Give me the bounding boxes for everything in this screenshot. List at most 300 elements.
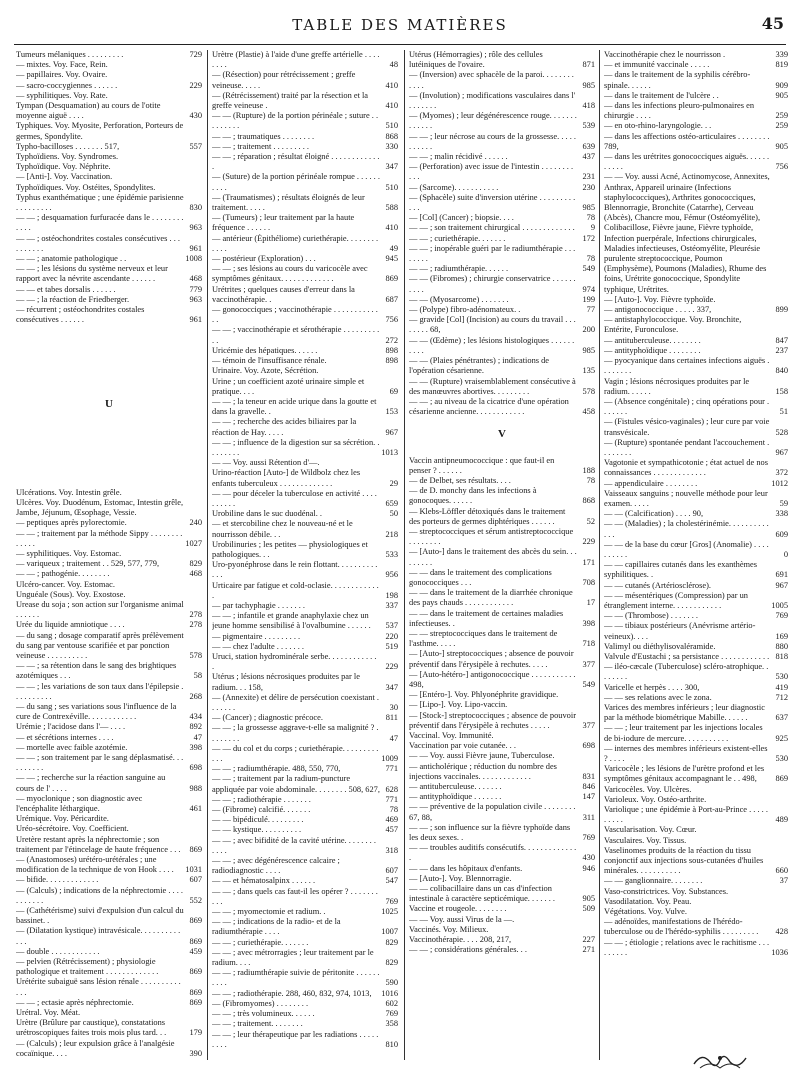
index-entry: [16, 855, 202, 875]
entry-text: Vasodilatation. Voy. Peau.: [604, 896, 692, 906]
index-entry: [409, 823, 595, 843]
entry-text: Ulcères. Voy. Duodénum, Estomac, Intestin grêle, Jambe, Jéjunum, Œsophage, Vessie.: [16, 497, 184, 518]
entry-text: Urine ; un coefficient azoté urinaire simple et pratique. . . .: [212, 376, 365, 396]
entry-text: — [Stock-] streptococciques ; absence de pouvoir préventif dans l'érysipèle à rechutes . . . . .: [409, 710, 576, 730]
entry-text: Urètre (Brûlure par caustique), constatations urétroscopiques faites trois mois plus tard. . .: [16, 1018, 167, 1038]
entry-text: — [Anti-]. Voy. Vaccination.: [16, 172, 113, 182]
entry-text: — — ; sa rétention dans le sang des brightiques azotémiques . . .: [16, 661, 177, 681]
entry-text: — pyocyanique dans certaines infections aiguës . . . . . . . .: [604, 356, 770, 376]
section-gap: [16, 325, 202, 397]
index-entry: [212, 213, 398, 233]
entry-text: — (Sarcome). . . . . . . . . . .: [409, 182, 499, 192]
index-entry: [212, 876, 398, 886]
entry-text: — iléo-cæcale (Tuberculose) scléro-atrophique. . . . . . . .: [604, 662, 769, 682]
index-entry: [16, 234, 202, 254]
index-entry: [212, 193, 398, 213]
entry-text: Typhoïdique. Voy. Néphrite.: [16, 162, 111, 172]
index-entry: [16, 70, 202, 80]
entry-text: — — ; avec dégénérescence calcaire ; radiodiagnostic . . . .: [212, 856, 340, 876]
entry-page-number: 899: [775, 305, 788, 315]
entry-text: — adénoïdes, manifestations de l'hérédo-tuberculose ou de l'hérédo-syphilis . . . . . . . . .: [604, 917, 759, 937]
index-entry: [409, 183, 595, 193]
index-entry: [604, 50, 788, 60]
index-entry: [212, 642, 398, 652]
index-entry: [212, 1009, 398, 1019]
entry-page-number: 988: [189, 783, 202, 793]
index-entry: [409, 356, 595, 376]
index-entry: [212, 632, 398, 642]
index-entry: [409, 568, 595, 588]
entry-page-number: 847: [775, 335, 788, 345]
section-gap: [16, 416, 202, 488]
entry-text: — (Cancer) ; diagnostic précoce.: [212, 713, 323, 723]
entry-page-number: 967: [385, 427, 398, 437]
entry-page-number: 1013: [381, 447, 398, 457]
entry-text: — — et hématosalpinx . . . . . .: [212, 876, 316, 886]
entry-text: — peptiques après pylorectomie.: [16, 518, 127, 528]
entry-page-number: 337: [385, 600, 398, 610]
index-entry: [16, 518, 202, 528]
index-entry: [212, 581, 398, 601]
entry-text: — antituberculeuse. . . . . . . .: [604, 335, 701, 345]
index-entry: [16, 264, 202, 284]
index-entry: [16, 957, 202, 977]
entry-page-number: 51: [779, 407, 788, 417]
entry-text: — — chez l'adulte . . . . . . .: [212, 641, 304, 651]
index-entry: [604, 683, 788, 693]
index-entry: [604, 581, 788, 591]
entry-page-number: 410: [385, 223, 398, 233]
entry-text: Vaso-constrictrices. Voy. Substances.: [604, 886, 729, 896]
index-entry: [212, 540, 398, 560]
entry-text: — — ; son traitement par le sang déplasmatisé. . . . . . . . . .: [16, 752, 184, 773]
entry-text: — mixtes. Voy. Face, Rein.: [16, 60, 108, 70]
index-entry: [604, 305, 788, 315]
entry-page-number: 967: [775, 447, 788, 457]
entry-text: — — et tabes dorsalis . . . . . .: [16, 284, 116, 294]
entry-text: — — ; radiothérapie . . . . . . .: [212, 794, 311, 804]
index-entry: [604, 621, 788, 641]
entry-page-number: 956: [385, 570, 398, 580]
index-entry: [212, 917, 398, 937]
index-entry: [409, 690, 595, 700]
entry-text: — — dans les hôpitaux d'enfants.: [409, 863, 523, 873]
entry-page-number: 961: [189, 243, 202, 253]
entry-page-number: 434: [189, 712, 202, 722]
index-entry: [16, 886, 202, 906]
entry-text: — internes des membres inférieurs existent-elles ? . . . .: [604, 743, 768, 764]
index-entry: [212, 438, 398, 458]
index-entry: [409, 315, 595, 335]
index-entry: [16, 814, 202, 824]
index-entry: [212, 254, 398, 264]
index-entry: [212, 70, 398, 90]
index-entry: [16, 906, 202, 926]
entry-page-number: 78: [389, 805, 398, 815]
entry-text: — myoclonique ; son diagnostic avec l'encéphalite léthargique.: [16, 793, 143, 813]
index-entry: [409, 397, 595, 417]
entry-page-number: 240: [189, 518, 202, 528]
entry-page-number: 769: [385, 1009, 398, 1019]
index-entry: [212, 968, 398, 988]
entry-page-number: 78: [586, 475, 595, 485]
index-entry: [16, 1039, 202, 1059]
index-entry: [409, 234, 595, 244]
index-column-4: [604, 50, 788, 958]
index-entry: [16, 498, 202, 518]
entry-text: — de Delbet, ses résultats. . . .: [409, 475, 511, 485]
entry-page-number: 158: [775, 386, 788, 396]
entry-page-number: 278: [189, 610, 202, 620]
entry-page-number: 819: [775, 60, 788, 70]
entry-text: — variqueux ; traitement . . 529, 577, 779,: [16, 559, 160, 569]
index-entry: [212, 672, 398, 692]
index-entry: [409, 935, 595, 945]
entry-text: — — ; traumatiques . . . . . . . .: [212, 131, 315, 141]
index-entry: [16, 926, 202, 946]
entry-page-number: 602: [385, 998, 398, 1008]
entry-page-number: 188: [582, 465, 595, 475]
entry-text: — — tibiaux postérieurs (Anévrisme artério-veineux). . . .: [604, 621, 756, 641]
index-entry: [604, 101, 788, 121]
index-entry: [604, 540, 788, 560]
entry-text: Vascularisation. Voy. Cœur.: [604, 825, 697, 835]
index-entry: [16, 835, 202, 855]
entry-page-number: 868: [582, 496, 595, 506]
entry-text: Vaccine et rougeole. . . . . . . .: [409, 904, 507, 914]
entry-text: Vaccinés. Voy. Milieux.: [409, 924, 489, 934]
entry-text: — — Voy. aussi Virus de la —.: [409, 914, 515, 924]
index-entry: [409, 945, 595, 955]
index-entry: [604, 315, 788, 335]
entry-text: — Klebs-Löffler détoxiqués dans le traitement des porteurs de germes diphtériques . . . . . .: [409, 506, 566, 526]
entry-text: — — ; infantile et grande anaphylaxie chez un jeune homme sensibilisé à l'ovalbumine . . . . . .: [212, 611, 371, 631]
index-entry: [212, 152, 398, 172]
entry-page-number: 179: [189, 1028, 202, 1038]
entry-text: Varicelle et herpès . . . . 300,: [604, 682, 700, 692]
entry-page-number: 963: [189, 294, 202, 304]
index-entry: [409, 111, 595, 131]
entry-text: Uréo-sécrétoire. Voy. Coefficient.: [16, 824, 129, 834]
index-entry: [16, 183, 202, 193]
entry-text: — — du col et du corps ; curiethérapie. . . . . . . . . . . .: [212, 743, 379, 764]
entry-page-number: 229: [385, 662, 398, 672]
index-entry: [16, 488, 202, 498]
index-entry: [604, 693, 788, 703]
entry-page-number: 59: [779, 498, 788, 508]
entry-text: — mortelle avec faible azotémie.: [16, 742, 128, 752]
index-entry: [16, 172, 202, 182]
index-entry: [16, 682, 202, 702]
entry-page-number: 458: [582, 407, 595, 417]
entry-text: — — (Thrombose) . . . . . . .: [604, 611, 698, 621]
section-gap: [409, 417, 595, 427]
entry-text: — — ; traitement par la radium-puncture appliquée par voie abdominale. . . . . . . . 508, 627,: [212, 774, 380, 794]
entry-text: — (Annexite) et délire de persécution coexistant . . . . . . .: [212, 692, 379, 712]
index-entry: [604, 336, 788, 346]
entry-text: — — dans le traitement de la diarrhée chronique des pays chauds . . . . . . . . . . . .: [409, 588, 573, 608]
index-entry: [16, 549, 202, 559]
entry-page-number: 831: [582, 771, 595, 781]
entry-text: Urinaire. Voy. Azote, Sécrétion.: [212, 366, 319, 376]
entry-page-number: 967: [775, 580, 788, 590]
entry-text: Uruci, station hydrominérale serbe. . . . . . . . . . . . .: [212, 651, 377, 672]
entry-page-number: 539: [582, 121, 595, 131]
entry-page-number: 868: [385, 131, 398, 141]
entry-text: — — ; recherche des acides biliaires par la réaction de Hay. . . . .: [212, 417, 357, 437]
index-entry: [16, 559, 202, 569]
entry-text: Vaccinal. Voy. Immunité.: [409, 731, 494, 740]
entry-page-number: 1008: [185, 254, 202, 264]
entry-text: — — ; la teneur en acide urique dans la goutte et dans la gravelle. .: [212, 396, 377, 417]
entry-page-number: 771: [385, 794, 398, 804]
entry-page-number: 229: [582, 537, 595, 547]
entry-page-number: 925: [775, 733, 788, 743]
entry-page-number: 0: [783, 549, 788, 559]
entry-text: Urino-réaction [Auto-] de Wildbolz chez les enfants tuberculeux . . . . . . . . . . . . .: [212, 468, 361, 488]
entry-page-number: 1036: [771, 947, 788, 957]
index-entry: [212, 468, 398, 488]
index-entry: [212, 458, 398, 468]
index-entry: [604, 764, 788, 784]
index-entry: [604, 479, 788, 489]
entry-page-number: 398: [189, 742, 202, 752]
entry-text: — — Voy. aussi Rétention d'—.: [212, 458, 320, 468]
entry-page-number: 829: [385, 958, 398, 968]
index-entry: [16, 305, 202, 325]
entry-page-number: 659: [385, 498, 398, 508]
index-entry: [604, 132, 788, 152]
index-entry: [409, 874, 595, 884]
index-entry: [409, 132, 595, 152]
entry-page-number: 547: [385, 876, 398, 886]
entry-text: — papillaires. Voy. Ovaire.: [16, 70, 108, 80]
index-entry: [604, 560, 788, 580]
index-entry: [212, 805, 398, 815]
entry-page-number: 985: [582, 345, 595, 355]
entry-page-number: 698: [189, 763, 202, 773]
entry-text: — (Anastomoses) urétéro-urétérales ; une modification de la technique de von Hook . . . .: [16, 855, 174, 875]
index-entry: [16, 977, 202, 997]
entry-page-number: 172: [582, 233, 595, 243]
index-entry: [604, 377, 788, 397]
entry-text: — — ; les variations de son taux dans l'épilepsie . . . . . . . . . .: [16, 681, 184, 701]
entry-text: Valvule d'Eustachi ; sa persistance . . . . . . . . . . . .: [604, 651, 770, 661]
index-entry: [212, 132, 398, 142]
entry-page-number: 769: [385, 896, 398, 906]
entry-text: — — ; très volumineux. . . . . .: [212, 1009, 315, 1019]
entry-page-number: 945: [385, 254, 398, 264]
entry-page-number: 691: [775, 570, 788, 580]
entry-text: — syphilitiques. Voy. Estomac.: [16, 548, 122, 558]
entry-page-number: 231: [582, 172, 595, 182]
entry-page-number: 510: [385, 121, 398, 131]
entry-text: — — ; vaccinothérapie et sérothérapie . . . . . . . . . . .: [212, 325, 380, 345]
index-entry: [409, 700, 595, 710]
index-entry: [409, 336, 595, 356]
entry-page-number: 537: [385, 621, 398, 631]
entry-page-number: 607: [189, 875, 202, 885]
entry-page-number: 578: [582, 386, 595, 396]
index-entry: [409, 864, 595, 874]
index-entry: [409, 162, 595, 182]
index-entry: [212, 397, 398, 417]
entry-text: — — ses relations avec le zona.: [604, 692, 712, 702]
index-entry: [212, 519, 398, 539]
index-entry: [604, 846, 788, 877]
entry-text: Varioleux. Voy. Ostéo-arthrite.: [604, 794, 707, 804]
entry-text: — — ; traitement par la méthode Sippy . . . . . . . . . . . . .: [16, 528, 183, 548]
entry-page-number: 430: [189, 111, 202, 121]
entry-page-number: 756: [775, 162, 788, 172]
index-entry: [16, 1008, 202, 1018]
index-entry: [604, 60, 788, 70]
entry-page-number: 898: [385, 345, 398, 355]
entry-text: — — ; leur traitement par les injections locales de bi-iodure de mercure. . . . . . . . . . .: [604, 723, 763, 743]
entry-text: — dans les urétrites gonococciques aiguës. . . . . . . . . . .: [604, 152, 770, 172]
entry-text: Urémie ; l'acidose dans l'— . . . .: [16, 722, 126, 732]
entry-text: — appendiculaire . . . . . . . .: [604, 478, 698, 488]
index-entry: [409, 741, 595, 751]
index-entry: [409, 377, 595, 397]
entry-page-number: 528: [775, 427, 788, 437]
entry-page-number: 430: [582, 853, 595, 863]
entry-page-number: 318: [385, 845, 398, 855]
entry-page-number: 135: [582, 366, 595, 376]
section-letter: U: [105, 398, 113, 411]
entry-text: Urease du soja ; son action sur l'organisme animal . . . . . .: [16, 599, 184, 620]
entry-text: — bifide. . . . . . . . . . . . .: [16, 875, 99, 885]
entry-page-number: 347: [385, 682, 398, 692]
index-entry: [16, 285, 202, 295]
entry-text: — (Perforation) avec issue de l'intestin . . . . . . . . . . .: [409, 162, 574, 182]
index-entry: [409, 649, 595, 669]
index-entry: [604, 346, 788, 356]
entry-text: Varices des membres inférieurs ; leur diagnostic par la méthode biométrique Mabille. . . . . .: [604, 703, 765, 723]
index-entry: [212, 50, 398, 70]
entry-page-number: 552: [189, 895, 202, 905]
index-entry: [212, 713, 398, 723]
entry-page-number: 880: [775, 641, 788, 651]
entry-page-number: 588: [385, 203, 398, 213]
entry-text: Ulcéro-cancer. Voy. Estomac.: [16, 579, 115, 589]
index-entry: [212, 856, 398, 876]
index-entry: [409, 670, 595, 690]
section-gap: [409, 446, 595, 456]
index-entry: [212, 907, 398, 917]
index-entry: [16, 213, 202, 233]
entry-page-number: 590: [385, 978, 398, 988]
entry-page-number: 769: [775, 611, 788, 621]
entry-text: — (Rétrécissement) traité par la résection et la greffe veineuse .: [212, 90, 369, 111]
entry-text: — — préventive de la population civile . . . . . . . . 67, 88,: [409, 802, 576, 822]
entry-page-number: 530: [775, 754, 788, 764]
index-entry: [409, 782, 595, 792]
entry-page-number: 530: [775, 672, 788, 682]
entry-page-number: 459: [189, 946, 202, 956]
entry-text: Varicocèles. Voy. Ulcères.: [604, 784, 692, 794]
entry-text: — double . . . . . . . . . . . .: [16, 946, 100, 956]
entry-text: — — Voy. aussi Fièvre jaune, Tuberculose.: [409, 751, 555, 761]
entry-page-number: 712: [775, 692, 788, 702]
index-entry: [604, 917, 788, 937]
index-entry: [604, 703, 788, 723]
entry-text: — — cutanés (Artériosclérose).: [604, 580, 711, 590]
entry-page-number: 198: [385, 590, 398, 600]
index-entry: [212, 825, 398, 835]
entry-page-number: 78: [586, 213, 595, 223]
entry-page-number: 377: [582, 720, 595, 730]
entry-page-number: 311: [582, 812, 595, 822]
entry-text: — — ; myomectomie et radium. .: [212, 907, 326, 917]
index-entry: [212, 346, 398, 356]
entry-text: — — ; anatomie pathologique . .: [16, 254, 127, 264]
entry-text: — — ; ectasie après néphrectomie.: [16, 997, 134, 1007]
entry-page-number: 510: [385, 182, 398, 192]
index-entry: [604, 652, 788, 662]
entry-page-number: 869: [385, 274, 398, 284]
entry-page-number: 200: [582, 325, 595, 335]
entry-text: — — ; les lésions du système nerveux et leur rapport avec la névrite ascendante . . . . . .: [16, 264, 168, 284]
index-entry: [604, 295, 788, 305]
index-entry: [212, 560, 398, 580]
index-entry: [604, 825, 788, 835]
entry-page-number: 268: [189, 691, 202, 701]
entry-text: — [Auto-] dans le traitement des abcès du sein. . . . . . . . .: [409, 547, 577, 567]
entry-text: — — ; dans quels cas faut-il les opérer ? . . . . . . . . . .: [212, 886, 378, 906]
entry-text: — — ; influence de la digestion sur sa sécrétion. . . . . . . . .: [212, 437, 380, 457]
index-entry: [409, 295, 595, 305]
entry-text: — — ; son influence sur la fièvre typhoïde dans les deux sexes. .: [409, 822, 571, 843]
index-entry: [16, 661, 202, 681]
index-entry: [212, 764, 398, 774]
page-number: 45: [761, 14, 784, 33]
entry-text: — — ; radiumthérapie suivie de péritonite . . . . . . . . . .: [212, 968, 380, 988]
entry-text: — gonococciques ; vaccinothérapie . . . . . . . . . . . . .: [212, 305, 378, 325]
entry-page-number: 347: [385, 162, 398, 172]
entry-page-number: 229: [189, 80, 202, 90]
index-entry: [409, 751, 595, 761]
entry-text: — (Polype) fibro-adénomateux. .: [409, 305, 521, 315]
index-entry: [212, 234, 398, 254]
entry-text: Typho-bacilloses . . . . . . . 517,: [16, 141, 120, 151]
index-entry: [212, 815, 398, 825]
index-entry: [409, 456, 595, 476]
index-entry: [16, 631, 202, 662]
entry-text: — (Sphacèle) suite d'inversion utérine . . . . . . . . . . . .: [409, 192, 576, 213]
entry-page-number: 227: [582, 935, 595, 945]
entry-page-number: 410: [385, 101, 398, 111]
entry-text: — témoin de l'insuffisance rénale.: [212, 356, 327, 366]
index-entry: [604, 70, 788, 90]
index-entry: [16, 121, 202, 141]
index-entry: [409, 884, 595, 904]
entry-text: — — ; ostéochondrites costales consécutives . . . . . . . . . .: [16, 233, 180, 253]
entry-page-number: 469: [385, 815, 398, 825]
index-entry: [212, 693, 398, 713]
entry-text: Unguéale (Sous). Voy. Exostose.: [16, 589, 126, 599]
entry-page-number: 687: [385, 294, 398, 304]
index-entry: [16, 722, 202, 732]
index-entry: [604, 438, 788, 458]
entry-text: — pelvien (Rétrécissement) ; physiologie pathologique et traitement . . . . . . . . . . . . .: [16, 957, 159, 977]
index-entry: [409, 264, 595, 274]
entry-page-number: 489: [775, 815, 788, 825]
entry-page-number: 271: [582, 945, 595, 955]
entry-page-number: 1009: [381, 754, 398, 764]
entry-text: Urétérite subaiguë sans lésion rénale . . . . . . . . . . . . .: [16, 977, 181, 997]
entry-text: — anticholérique ; réduction du nombre des injections vaccinales. . . . . . . . . . . . .: [409, 761, 557, 781]
